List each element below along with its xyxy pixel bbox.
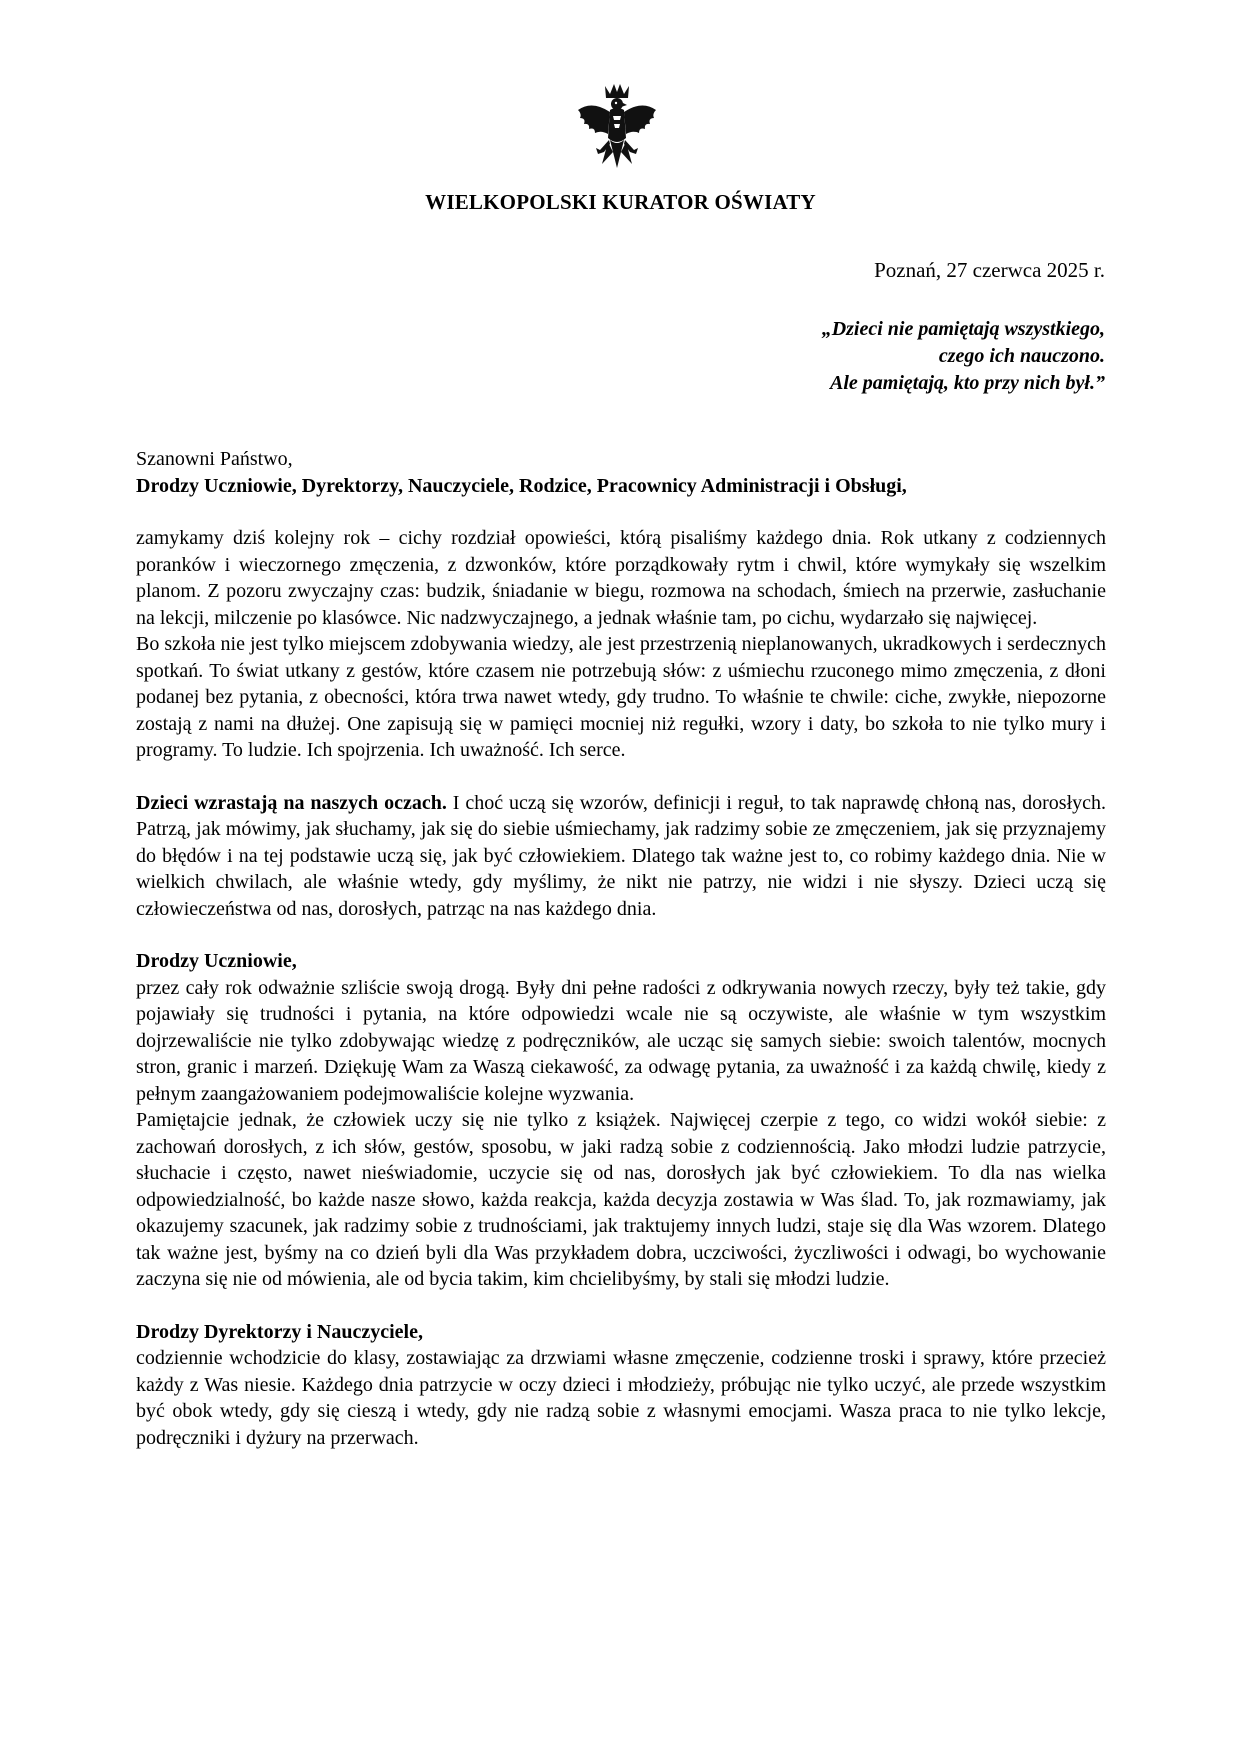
paragraph-lead: Dzieci wzrastają na naszych oczach. — [136, 791, 447, 814]
motto-line: czego ich nauczono. — [938, 345, 1105, 367]
paragraph: codziennie wchodzicie do klasy, zostawiając za drzwiami własne zmęczenie, codzienne troski i sprawy, które przecież każdy z Was niesie. Każdego dnia patrzycie w oczy dzieci i młodzieży, próbując nie tylko uczyć, ale przede wszystkim być obok wtedy, gdy się cieszą i wtedy, gdy nie radzą sobie z własnymi emocjami. Wasza praca to nie tylko lekcje, podręczniki i dyżury na przerwach. — [136, 1347, 1106, 1449]
motto-line: „Dzieci nie pamiętają wszystkiego, — [821, 318, 1105, 340]
section-heading-students: Drodzy Uczniowie, — [136, 950, 297, 972]
paragraph: zamykamy dziś kolejny rok – cichy rozdział opowieści, którą pisaliśmy każdego dnia. Rok utkany z codziennych poranków i wieczornego zmęczenia, z dzwonków, które porządkowały rytm i chwil, które wymykały się wszelkim planom. Z pozoru zwyczajny czas: budzik, śniadanie w biegu, rozmowa na schodach, śmiech na przerwie, zasłuchanie na lekcji, milczenie po klasówce. Nic nadzwyczajnego, a jednak właśnie tam, po cichu, wydarzało się najwięcej. — [136, 527, 1106, 629]
motto-line: Ale pamiętają, kto przy nich był.” — [830, 372, 1105, 394]
paragraph: Pamiętajcie jednak, że człowiek uczy się nie tylko z książek. Najwięcej czerpie z tego, co widzi wokół siebie: z zachowań dorosłych, z ich słów, gestów, sposobu, w jaki radzą sobie z codziennością. Jako młodzi ludzie patrzycie, słuchacie i często, nawet nieświadomie, uczycie się od nas, dorosłych jak być człowiekiem. To dla nas wielka odpowiedzialność, bo każde nasze słowo, każda reakcja, każda decyzja zostawia w Was ślad. To, jak rozmawiamy, jak okazujemy szacunek, jak radzimy sobie z trudnościami, jak traktujemy innych ludzi, staje się dla Was wzorem. Dlatego tak ważne jest, byśmy na co dzień byli dla Was przykładem dobra, uczciwości, życzliwości i odwagi, bo wychowanie zaczyna się nie od mówienia, ale od bycia takim, kim chcielibyśmy, by stali się młodzi ludzie. — [136, 1109, 1106, 1290]
motto-quote — [822, 316, 1105, 397]
section-heading-teachers: Drodzy Dyrektorzy i Nauczyciele, — [136, 1320, 423, 1343]
paragraph-text: I choć uczą się wzorów, definicji i reguł, to tak naprawdę chłoną nas, dorosłych. Patrzą, jak mówimy, jak słuchamy, jak się do siebie uśmiechamy, jak radzimy sobie ze zmęczeniem, jak się przyznajemy do błędów i na tej podstawie uczą się, jak być człowiekiem. Dlatego tak ważne jest to, co robimy każdego dnia. Nie w wielkich chwilach, ale właśnie wtedy, gdy myślimy, że nikt nie patrzy, nie widzi i nie słyszy. Dzieci uczą się człowieczeństwa od nas, dorosłych, patrząc na nas każdego dnia. — [136, 791, 1106, 920]
salutation-addressees: Drodzy Uczniowie, Dyrektorzy, Nauczyciele, Rodzice, Pracownicy Administracji i Obsługi, — [136, 474, 907, 497]
paragraph — [136, 790, 1106, 923]
letter-body — [136, 446, 1106, 1451]
paragraph: Bo szkoła nie jest tylko miejscem zdobywania wiedzy, ale jest przestrzenią nieplanowanych, ukradkowych i serdecznych spotkań. To świat utkany z gestów, które czasem nie potrzebują słów: z uśmiechu rzuconego mimo zmęczenia, z dłoni podanej bez pytania, z obecności, która trwa nawet wtedy, gdy trudno. To właśnie te chwile: ciche, zwykłe, niepozorne zostają z nami na dłużej. One zapisują się w pamięci mocniej niż regułki, wzory i daty, bo szkoła to nie tylko mury i programy. To ludzie. Ich spojrzenia. Ich uważność. Ich serce. — [136, 633, 1106, 761]
paragraph: przez cały rok odważnie szliście swoją drogą. Były dni pełne radości z odkrywania nowych rzeczy, były też takie, gdy pojawiały się trudności i pytania, na które odpowiedzi wcale nie są oczywiste, ale właśnie w tym wszystkim dojrzewaliście nie tylko zdobywając wiedzę z podręczników, ale ucząc się samych siebie: swoich talentów, mocnych stron, granic i marzeń. Dziękuję Wam za Waszą ciekawość, za odwagę pytania, za uważność i za każdą chwilę, kiedy z pełnym zaangażowaniem podejmowaliście kolejne wyzwania. — [136, 976, 1106, 1105]
office-title: WIELKOPOLSKI KURATOR OŚWIATY — [425, 190, 816, 214]
place-date: Poznań, 27 czerwca 2025 r. — [874, 258, 1105, 282]
salutation-line: Szanowni Państwo, — [136, 448, 293, 470]
polish-eagle-emblem — [572, 80, 662, 180]
